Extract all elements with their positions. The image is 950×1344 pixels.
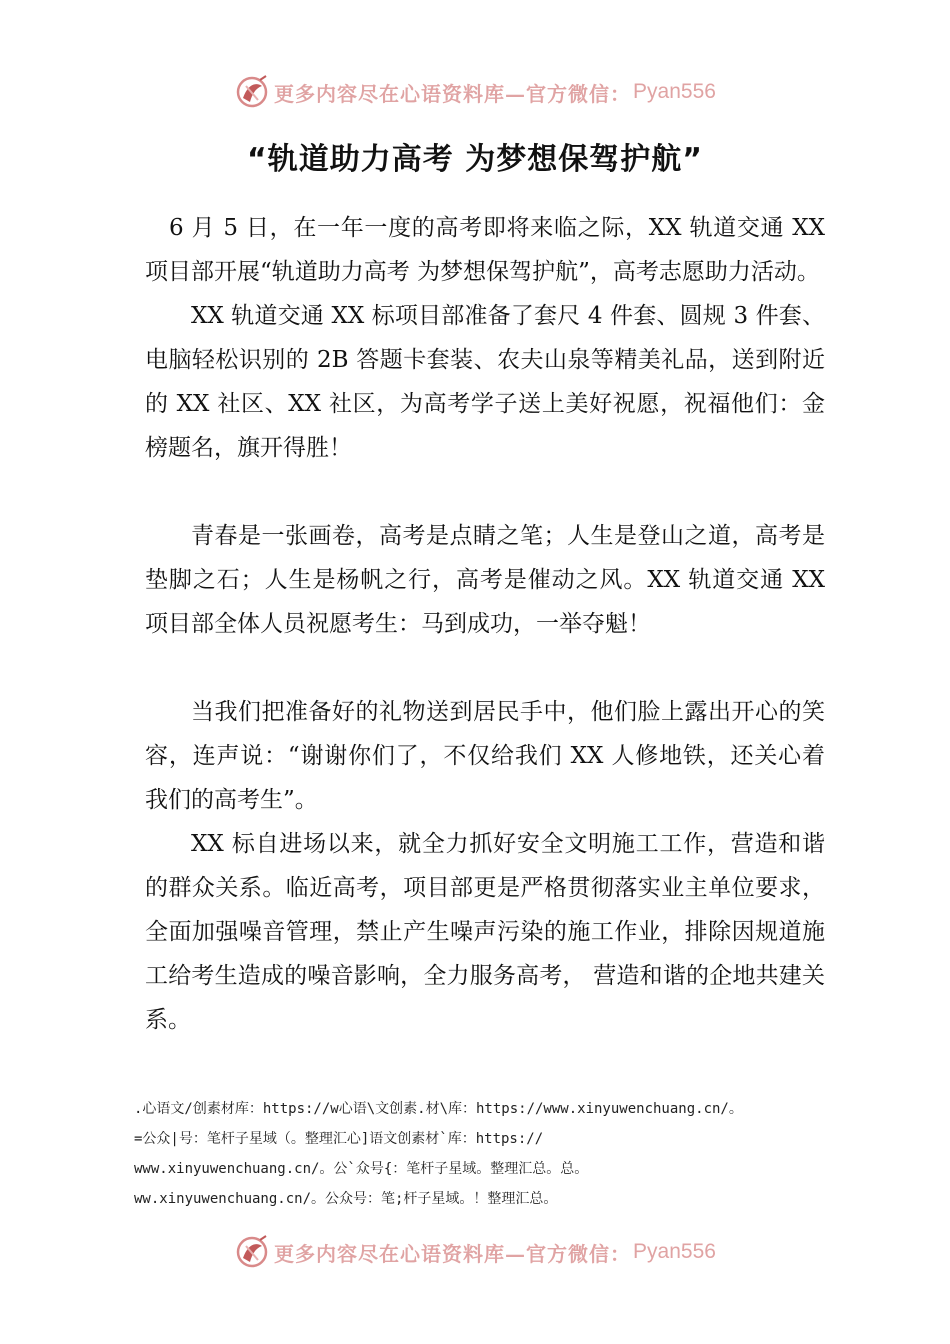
- paragraph: 青春是一张画卷，高考是点睛之笔；人生是登山之道，高考是垫脚之石；人生是杨帆之行，高考是催动之风。XX 轨道交通 XX 项目部全体人员祝愿考生：马到成功，一举夺魁！: [145, 523, 825, 637]
- seal-logo-icon: [234, 1234, 270, 1270]
- paragraph: XX 轨道交通 XX 标项目部准备了套尺 4 件套、圆规 3 件套、电脑轻松识别的 2B 答题卡套装、农夫山泉等精美礼品，送到附近的 XX 社区、XX 社区，为高考学子送上美好祝愿，祝福他们：金榜题名，旗开得胜！: [145, 303, 825, 461]
- header-banner-text: 更多内容尽在心语资料库—官方微信：: [274, 81, 632, 106]
- document-title: “轨道助力高考 为梦想保驾护航”: [247, 142, 703, 177]
- footer-note-line: www.xinyuwenchuang.cn/。公`众号{：笔杆子星域。整理汇总。总。: [134, 1161, 589, 1177]
- footer-note-line: =公众|号：笔杆子星域（。整理汇心]语文创素材`库：https://: [134, 1131, 544, 1147]
- paragraph: 6 月 5 日，在一年一度的高考即将来临之际，XX 轨道交通 XX 项目部开展“轨道助力高考 为梦想保驾护航”，高考志愿助力活动。: [145, 215, 825, 285]
- footer-note-line: ww.xinyuwenchuang.cn/。公众号：笔;杆子星域。！整理汇总。: [134, 1191, 558, 1207]
- paragraph: 当我们把准备好的礼物送到居民手中，他们脸上露出开心的笑容，连声说：“谢谢你们了，不仅给我们 XX 人修地铁，还关心着我们的高考生”。: [145, 699, 825, 813]
- header-banner-wechat-id: Pyan556: [633, 80, 716, 103]
- seal-logo-icon: [234, 74, 270, 110]
- footer-banner: [0, 1230, 950, 1274]
- header-banner: [0, 70, 950, 114]
- document-body: [145, 206, 825, 1042]
- paragraph-gap: [145, 646, 825, 690]
- footer-banner-text: 更多内容尽在心语资料库—官方微信：: [274, 1241, 632, 1266]
- paragraph-gap: [145, 470, 825, 514]
- paragraph: XX 标自进场以来，就全力抓好安全文明施工工作，营造和谐的群众关系。临近高考，项目部更是严格贯彻落实业主单位要求，全面加强噪音管理，禁止产生噪声污染的施工作业，排除因规道施工给考生造成的噪音影响，全力服务高考， 营造和谐的企地共建关系。: [145, 831, 825, 1033]
- footer-banner-wechat-id: Pyan556: [633, 1240, 716, 1263]
- footer-note: [134, 1094, 834, 1214]
- footer-note-line: .心语文/创素材库：https://w心语\文创素.材\库：https://www.xinyuwenchuang.cn/。: [134, 1101, 743, 1117]
